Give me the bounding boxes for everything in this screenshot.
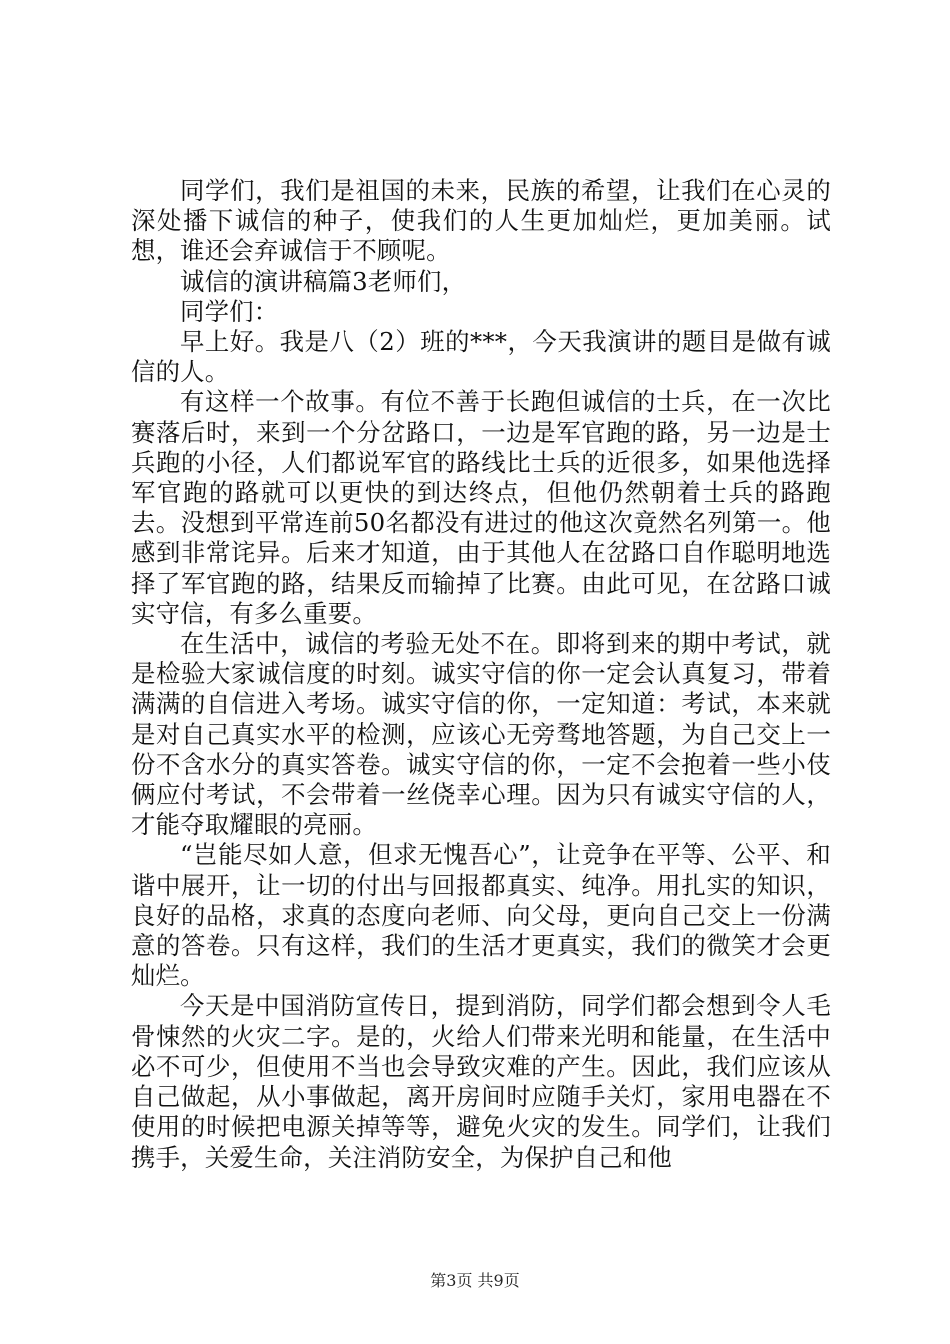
paragraph: 在生活中，诚信的考验无处不在。即将到来的期中考试，就是检验大家诚信度的时刻。诚实守信的你一定会认真复习，带着满满的自信进入考场。诚实守信的你，一定知道：考试，本来就是对自己真实水平的检测，应该心无旁骛地答题，为自己交上一份不含水分的真实答卷。诚实守信的你，一定不会抱着一些小伎俩应付考试，不会带着一丝侥幸心理。因为只有诚实守信的人，才能夺取耀眼的亮丽。 (131, 629, 831, 840)
paragraph: “岂能尽如人意，但求无愧吾心”，让竞争在平等、公平、和谐中展开，让一切的付出与回报都真实、纯净。用扎实的知识，良好的品格，求真的态度向老师、向父母，更向自己交上一份满意的答卷。只有这样，我们的生活才更真实，我们的微笑才会更灿烂。 (131, 840, 831, 991)
paragraph: 有这样一个故事。有位不善于长跑但诚信的士兵，在一次比赛落后时，来到一个分岔路口，一边是军官跑的路，另一边是士兵跑的小径，人们都说军官的路线比士兵的近很多，如果他选择军官跑的路就可以更快的到达终点，但他仍然朝着士兵的路跑去。没想到平常连前50名都没有进过的他这次竟然名列第一。他感到非常诧异。后来才知道，由于其他人在岔路口自作聪明地选择了军官跑的路，结果反而输掉了比赛。由此可见，在岔路口诚实守信，有多么重要。 (131, 387, 831, 628)
paragraph: 同学们： (180, 296, 279, 326)
paragraph: 诚信的演讲稿篇3老师们， (180, 266, 467, 296)
page-number-footer: 第3页 共9页 (430, 1271, 520, 1290)
paragraph: 今天是中国消防宣传日，提到消防，同学们都会想到令人毛骨悚然的火灾二字。是的，火给人们带来光明和能量，在生活中必不可少，但使用不当也会导致灾难的产生。因此，我们应该从自己做起，从小事做起，离开房间时应随手关灯，家用电器在不使用的时候把电源关掉等等，避免火灾的发生。同学们，让我们携手，关爱生命，关注消防安全，为保护自己和他 (131, 991, 831, 1172)
paragraph: 同学们，我们是祖国的未来，民族的希望，让我们在心灵的深处播下诚信的种子，使我们的人生更加灿烂，更加美丽。试想，谁还会弃诚信于不顾呢。 (131, 176, 831, 266)
paragraph: 早上好。我是八（2）班的***，今天我演讲的题目是做有诚信的人。 (131, 327, 831, 387)
document-body (131, 176, 831, 1173)
